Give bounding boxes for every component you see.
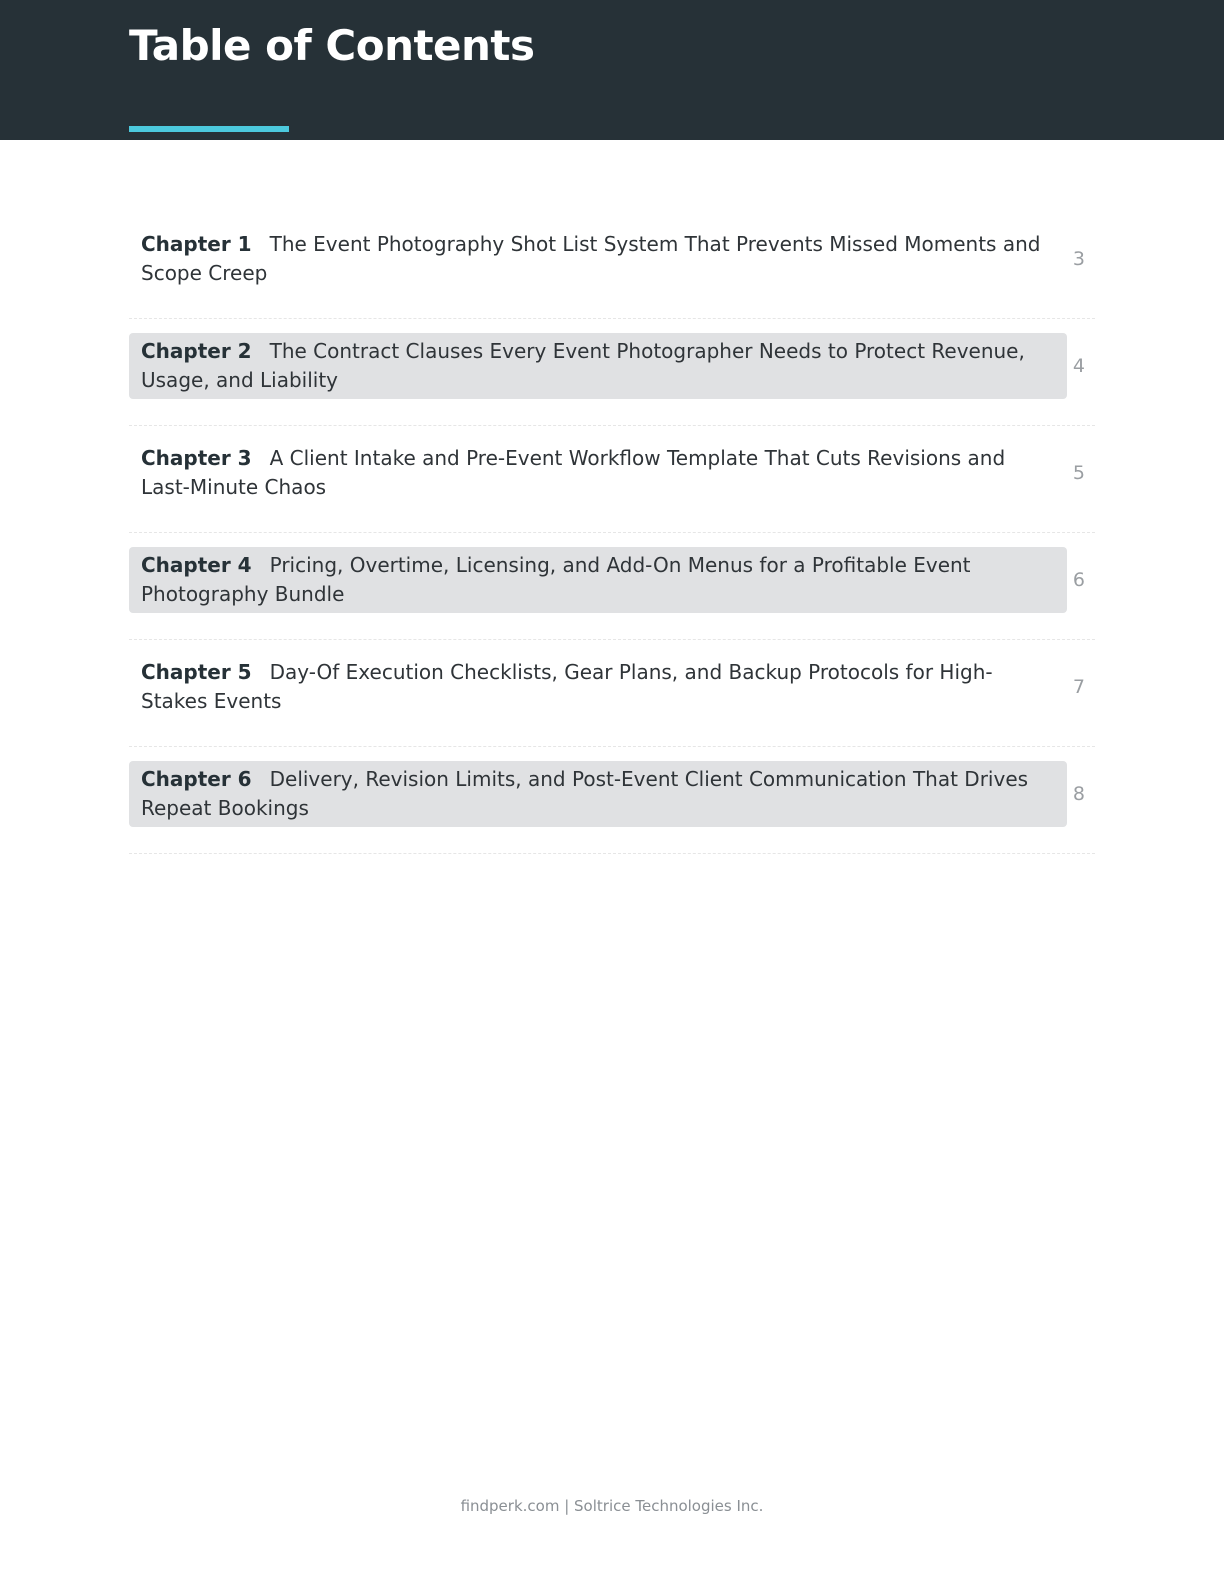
toc-entry-chapter-2[interactable] [129, 319, 1095, 426]
table-of-contents [129, 212, 1095, 854]
page-number: 5 [1072, 462, 1085, 484]
chapter-title: A Client Intake and Pre-Event Workflow Template That Cuts Revisions and Last-Minute Chaos [141, 446, 1006, 499]
page-number: 6 [1072, 569, 1085, 591]
toc-entry-chapter-1[interactable] [129, 212, 1095, 319]
toc-entry-box [129, 761, 1067, 827]
chapter-label: Chapter 2 [141, 339, 252, 363]
toc-entry-box [129, 654, 1067, 720]
chapter-title: The Contract Clauses Every Event Photographer Needs to Protect Revenue, Usage, and Liability [141, 339, 1025, 392]
title-accent-bar [129, 126, 289, 132]
toc-entry-box [129, 440, 1067, 506]
chapter-title: Day-Of Execution Checklists, Gear Plans, and Backup Protocols for High-Stakes Events [141, 660, 993, 713]
chapter-label: Chapter 1 [141, 232, 252, 256]
page-title: Table of Contents [129, 21, 535, 70]
chapter-label: Chapter 6 [141, 767, 252, 791]
page-number: 7 [1072, 676, 1085, 698]
chapter-label: Chapter 3 [141, 446, 252, 470]
page-number: 8 [1072, 783, 1085, 805]
toc-entry-box [129, 547, 1067, 613]
page-number: 4 [1072, 355, 1085, 377]
toc-entry-chapter-3[interactable] [129, 426, 1095, 533]
page-header [0, 0, 1224, 140]
toc-entry-box [129, 333, 1067, 399]
chapter-label: Chapter 4 [141, 553, 252, 577]
chapter-label: Chapter 5 [141, 660, 252, 684]
toc-entry-chapter-4[interactable] [129, 533, 1095, 640]
toc-entry-chapter-5[interactable] [129, 640, 1095, 747]
chapter-title: The Event Photography Shot List System That Prevents Missed Moments and Scope Creep [141, 232, 1041, 285]
toc-entry-chapter-6[interactable] [129, 747, 1095, 854]
toc-entry-box [129, 226, 1067, 292]
chapter-title: Pricing, Overtime, Licensing, and Add-On Menus for a Profitable Event Photography Bundle [141, 553, 971, 606]
chapter-title: Delivery, Revision Limits, and Post-Event Client Communication That Drives Repeat Bookings [141, 767, 1029, 820]
page-footer: findperk.com | Soltrice Technologies Inc. [460, 1497, 764, 1515]
page-number: 3 [1072, 248, 1085, 270]
